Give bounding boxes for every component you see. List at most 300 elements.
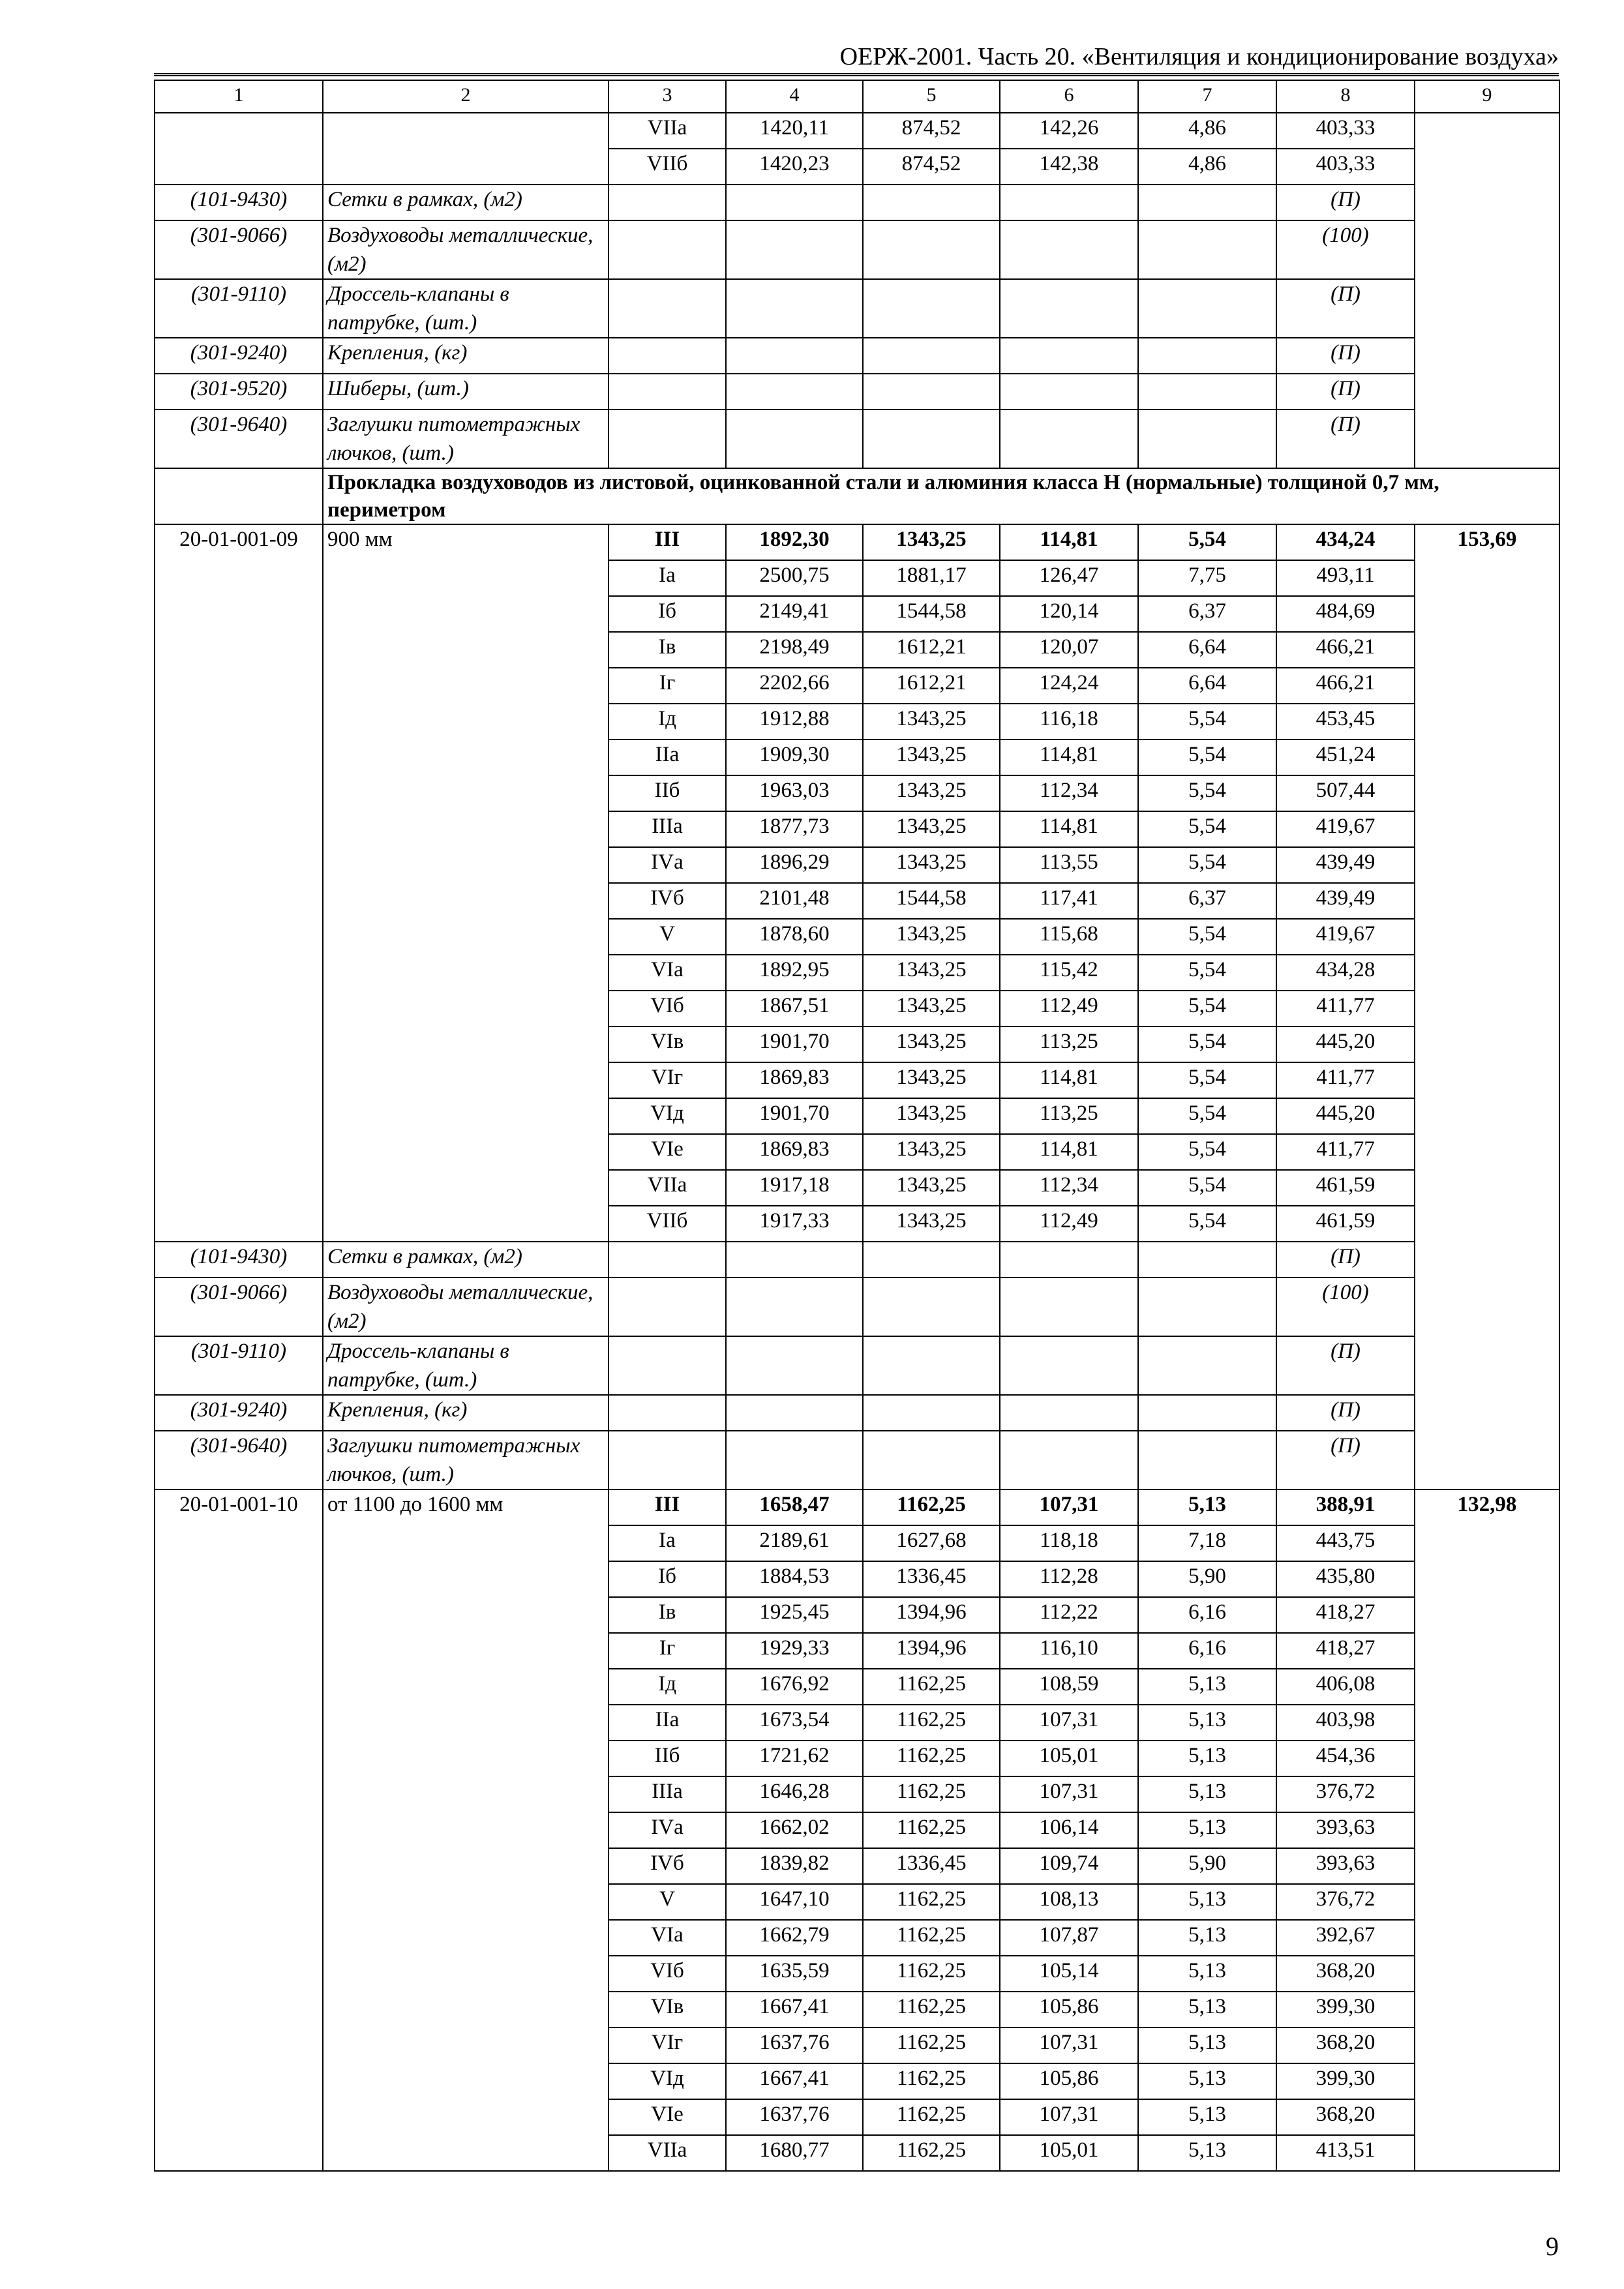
zone-cell: VIIа: [609, 1170, 726, 1206]
value-cell-8: 451,24: [1276, 740, 1415, 775]
value-cell-8: 403,33: [1276, 149, 1415, 185]
material-qty: (П): [1276, 279, 1415, 338]
value-cell-5: 1162,25: [863, 1705, 1000, 1741]
value-cell-5: 1343,25: [863, 1026, 1000, 1062]
value-cell-6: 112,28: [1000, 1561, 1138, 1597]
value-cell-4: 2198,49: [726, 632, 863, 668]
value-cell-7: 5,54: [1138, 704, 1276, 740]
value-cell-4: 1901,70: [726, 1026, 863, 1062]
col9-value: 132,98: [1415, 1489, 1559, 2171]
value-cell-6: 115,42: [1000, 955, 1138, 991]
value-cell-5: 1336,45: [863, 1561, 1000, 1597]
empty-cell: [726, 1242, 863, 1278]
value-cell-4: 1963,03: [726, 775, 863, 811]
value-cell-4: 1925,45: [726, 1597, 863, 1633]
empty-cell: [726, 410, 863, 468]
value-cell-8: 376,72: [1276, 1884, 1415, 1920]
value-cell-4: 1869,83: [726, 1062, 863, 1098]
value-cell-5: 1544,58: [863, 883, 1000, 919]
value-cell-7: 5,54: [1138, 811, 1276, 847]
zone-cell: VIIа: [609, 2135, 726, 2171]
empty-cell: [609, 410, 726, 468]
empty-cell: [1138, 185, 1276, 220]
value-cell-7: 5,13: [1138, 1776, 1276, 1812]
value-cell-8: 484,69: [1276, 596, 1415, 632]
value-cell-7: 5,13: [1138, 1705, 1276, 1741]
zone-cell: Iб: [609, 1561, 726, 1597]
value-cell-6: 105,14: [1000, 1956, 1138, 1992]
value-cell-6: 108,13: [1000, 1884, 1138, 1920]
empty-cell: [726, 185, 863, 220]
value-cell-4: 1635,59: [726, 1956, 863, 1992]
empty-cell: [155, 468, 323, 524]
value-cell-6: 114,81: [1000, 1062, 1138, 1098]
value-cell-4: 1420,23: [726, 149, 863, 185]
value-cell-5: 1162,25: [863, 2063, 1000, 2099]
code-cell: [155, 113, 323, 185]
value-cell-7: 5,54: [1138, 1134, 1276, 1170]
header-rule: [154, 73, 1559, 76]
empty-cell: [1000, 338, 1138, 374]
value-cell-5: 874,52: [863, 149, 1000, 185]
material-code: (101-9430): [155, 1242, 323, 1278]
empty-cell: [609, 279, 726, 338]
value-cell-5: 1394,96: [863, 1597, 1000, 1633]
zone-cell: V: [609, 1884, 726, 1920]
zone-cell: III: [609, 1489, 726, 1525]
value-cell-4: 2149,41: [726, 596, 863, 632]
zone-cell: Iа: [609, 560, 726, 596]
value-cell-5: 1343,25: [863, 991, 1000, 1026]
empty-cell: [1000, 185, 1138, 220]
value-cell-4: 1658,47: [726, 1489, 863, 1525]
value-cell-4: 1646,28: [726, 1776, 863, 1812]
material-name: Воздуховоды металлические, (м2): [323, 220, 609, 279]
value-cell-4: 1901,70: [726, 1098, 863, 1134]
column-number: 3: [609, 80, 726, 113]
zone-cell: Iг: [609, 668, 726, 704]
value-cell-8: 403,33: [1276, 113, 1415, 149]
value-cell-6: 126,47: [1000, 560, 1138, 596]
value-cell-8: 388,91: [1276, 1489, 1415, 1525]
empty-cell: [863, 220, 1000, 279]
material-code: (301-9066): [155, 1278, 323, 1336]
value-cell-6: 107,31: [1000, 1705, 1138, 1741]
value-cell-5: 1162,25: [863, 1489, 1000, 1525]
material-code: (101-9430): [155, 185, 323, 220]
material-name: Дроссель-клапаны в патрубке, (шт.): [323, 279, 609, 338]
value-cell-6: 114,81: [1000, 811, 1138, 847]
value-cell-7: 5,13: [1138, 1741, 1276, 1776]
material-row: [155, 185, 1559, 220]
table-row: [155, 1489, 1559, 1525]
value-cell-7: 5,13: [1138, 2099, 1276, 2135]
zone-cell: Iд: [609, 704, 726, 740]
material-name: Воздуховоды металлические, (м2): [323, 1278, 609, 1336]
value-cell-5: 1162,25: [863, 1992, 1000, 2027]
empty-cell: [1138, 1395, 1276, 1431]
value-cell-6: 116,18: [1000, 704, 1138, 740]
material-code: (301-9640): [155, 1431, 323, 1489]
value-cell-8: 418,27: [1276, 1597, 1415, 1633]
empty-cell: [1138, 220, 1276, 279]
page-number: 9: [1546, 2232, 1559, 2261]
empty-cell: [609, 1395, 726, 1431]
empty-cell: [726, 279, 863, 338]
value-cell-5: 1394,96: [863, 1633, 1000, 1669]
value-cell-6: 109,74: [1000, 1848, 1138, 1884]
value-cell-5: 1343,25: [863, 1170, 1000, 1206]
value-cell-5: 1162,25: [863, 1812, 1000, 1848]
zone-cell: VIд: [609, 2063, 726, 2099]
material-row: [155, 374, 1559, 410]
value-cell-7: 5,13: [1138, 2027, 1276, 2063]
zone-cell: VIе: [609, 2099, 726, 2135]
zone-cell: VIб: [609, 1956, 726, 1992]
material-name: Сетки в рамках, (м2): [323, 185, 609, 220]
value-cell-5: 1343,25: [863, 847, 1000, 883]
empty-cell: [609, 185, 726, 220]
material-qty: (П): [1276, 1431, 1415, 1489]
value-cell-7: 5,54: [1138, 1026, 1276, 1062]
value-cell-7: 6,16: [1138, 1633, 1276, 1669]
zone-cell: IIIа: [609, 811, 726, 847]
zone-cell: V: [609, 919, 726, 955]
value-cell-4: 1877,73: [726, 811, 863, 847]
value-cell-7: 6,16: [1138, 1597, 1276, 1633]
value-cell-8: 411,77: [1276, 991, 1415, 1026]
value-cell-6: 118,18: [1000, 1525, 1138, 1561]
value-cell-4: 1673,54: [726, 1705, 863, 1741]
value-cell-8: 411,77: [1276, 1134, 1415, 1170]
empty-cell: [863, 1431, 1000, 1489]
zone-cell: Iг: [609, 1633, 726, 1669]
zone-cell: Iд: [609, 1669, 726, 1705]
material-row: [155, 1242, 1559, 1278]
value-cell-7: 5,54: [1138, 775, 1276, 811]
value-cell-6: 105,86: [1000, 2063, 1138, 2099]
material-row: [155, 410, 1559, 468]
value-cell-5: 1162,25: [863, 1669, 1000, 1705]
value-cell-5: 1343,25: [863, 775, 1000, 811]
empty-cell: [609, 1242, 726, 1278]
value-cell-4: 1676,92: [726, 1669, 863, 1705]
value-cell-4: 1929,33: [726, 1633, 863, 1669]
value-cell-7: 5,13: [1138, 1812, 1276, 1848]
value-cell-4: 1917,18: [726, 1170, 863, 1206]
value-cell-4: 2101,48: [726, 883, 863, 919]
value-cell-6: 106,14: [1000, 1812, 1138, 1848]
empty-cell: [863, 1242, 1000, 1278]
value-cell-4: 1662,02: [726, 1812, 863, 1848]
column-number: 6: [1000, 80, 1138, 113]
zone-cell: Iв: [609, 1597, 726, 1633]
value-cell-4: 2202,66: [726, 668, 863, 704]
material-code: (301-9240): [155, 338, 323, 374]
value-cell-7: 5,13: [1138, 2063, 1276, 2099]
value-cell-5: 1612,21: [863, 632, 1000, 668]
empty-cell: [1000, 1242, 1138, 1278]
value-cell-5: 1162,25: [863, 2027, 1000, 2063]
zone-cell: IIIа: [609, 1776, 726, 1812]
zone-cell: VIа: [609, 955, 726, 991]
zone-cell: VIIб: [609, 149, 726, 185]
empty-cell: [609, 374, 726, 410]
material-code: (301-9520): [155, 374, 323, 410]
empty-cell: [609, 1336, 726, 1395]
value-cell-5: 1162,25: [863, 1956, 1000, 1992]
value-cell-7: 6,64: [1138, 668, 1276, 704]
value-cell-5: 1612,21: [863, 668, 1000, 704]
empty-cell: [1138, 1431, 1276, 1489]
material-qty: (П): [1276, 338, 1415, 374]
zone-cell: VIв: [609, 1992, 726, 2027]
value-cell-8: 507,44: [1276, 775, 1415, 811]
empty-cell: [726, 1431, 863, 1489]
column-number-row: [155, 80, 1559, 113]
value-cell-6: 112,34: [1000, 775, 1138, 811]
zone-cell: IIа: [609, 1705, 726, 1741]
value-cell-6: 113,55: [1000, 847, 1138, 883]
value-cell-5: 1162,25: [863, 1920, 1000, 1956]
zone-cell: VIа: [609, 1920, 726, 1956]
value-cell-4: 1896,29: [726, 847, 863, 883]
material-qty: (П): [1276, 185, 1415, 220]
material-qty: (100): [1276, 1278, 1415, 1336]
zone-cell: VIг: [609, 2027, 726, 2063]
value-cell-8: 445,20: [1276, 1026, 1415, 1062]
empty-cell: [1000, 1278, 1138, 1336]
value-cell-8: 376,72: [1276, 1776, 1415, 1812]
empty-cell: [1000, 374, 1138, 410]
value-cell-6: 116,10: [1000, 1633, 1138, 1669]
empty-cell: [726, 374, 863, 410]
value-cell-4: 2500,75: [726, 560, 863, 596]
value-cell-8: 454,36: [1276, 1741, 1415, 1776]
value-cell-7: 5,13: [1138, 1669, 1276, 1705]
value-cell-4: 1667,41: [726, 2063, 863, 2099]
value-cell-6: 107,31: [1000, 2027, 1138, 2063]
material-code: (301-9066): [155, 220, 323, 279]
empty-cell: [1138, 279, 1276, 338]
value-cell-6: 117,41: [1000, 883, 1138, 919]
material-row: [155, 338, 1559, 374]
value-cell-4: 1839,82: [726, 1848, 863, 1884]
value-cell-6: 105,86: [1000, 1992, 1138, 2027]
material-row: [155, 220, 1559, 279]
value-cell-7: 5,13: [1138, 2135, 1276, 2171]
column-number: 2: [323, 80, 609, 113]
section-title: Прокладка воздуховодов из листовой, оцинкованной стали и алюминия класса Н (нормальные) толщиной 0,7 мм, периметром: [323, 468, 1559, 524]
value-cell-7: 7,75: [1138, 560, 1276, 596]
empty-cell: [726, 1278, 863, 1336]
value-cell-8: 439,49: [1276, 847, 1415, 883]
value-cell-7: 4,86: [1138, 113, 1276, 149]
value-cell-7: 5,54: [1138, 1062, 1276, 1098]
table-row: [155, 524, 1559, 560]
page-header: ОЕРЖ-2001. Часть 20. «Вентиляция и кондиционирование воздуха»: [839, 43, 1559, 70]
empty-cell: [726, 220, 863, 279]
material-name: Дроссель-клапаны в патрубке, (шт.): [323, 1336, 609, 1395]
value-cell-7: 6,37: [1138, 596, 1276, 632]
value-cell-6: 115,68: [1000, 919, 1138, 955]
value-cell-5: 1343,25: [863, 704, 1000, 740]
empty-cell: [863, 185, 1000, 220]
empty-cell: [1000, 1431, 1138, 1489]
empty-cell: [863, 1395, 1000, 1431]
material-qty: (П): [1276, 1336, 1415, 1395]
zone-cell: IVа: [609, 1812, 726, 1848]
empty-cell: [1138, 374, 1276, 410]
value-cell-8: 419,67: [1276, 919, 1415, 955]
material-name: Крепления, (кг): [323, 338, 609, 374]
value-cell-7: 5,54: [1138, 955, 1276, 991]
material-row: [155, 1395, 1559, 1431]
empty-cell: [863, 1278, 1000, 1336]
value-cell-4: 1884,53: [726, 1561, 863, 1597]
zone-cell: Iа: [609, 1525, 726, 1561]
value-cell-4: 1909,30: [726, 740, 863, 775]
zone-cell: Iб: [609, 596, 726, 632]
value-cell-4: 2189,61: [726, 1525, 863, 1561]
value-cell-5: 1881,17: [863, 560, 1000, 596]
value-cell-6: 107,31: [1000, 1776, 1138, 1812]
zone-cell: VIе: [609, 1134, 726, 1170]
empty-cell: [1138, 338, 1276, 374]
zone-cell: IVб: [609, 883, 726, 919]
value-cell-8: 403,98: [1276, 1705, 1415, 1741]
empty-cell: [863, 279, 1000, 338]
material-name: Заглушки питометражных лючков, (шт.): [323, 410, 609, 468]
value-cell-8: 435,80: [1276, 1561, 1415, 1597]
zone-cell: VIIа: [609, 113, 726, 149]
value-cell-5: 1343,25: [863, 740, 1000, 775]
value-cell-7: 5,13: [1138, 1884, 1276, 1920]
norm-name: 900 мм: [323, 524, 609, 1242]
empty-cell: [863, 410, 1000, 468]
value-cell-5: 1343,25: [863, 1062, 1000, 1098]
material-row: [155, 1336, 1559, 1395]
value-cell-7: 5,54: [1138, 524, 1276, 560]
value-cell-8: 393,63: [1276, 1848, 1415, 1884]
value-cell-5: 874,52: [863, 113, 1000, 149]
material-qty: (100): [1276, 220, 1415, 279]
value-cell-6: 105,01: [1000, 2135, 1138, 2171]
value-cell-8: 461,59: [1276, 1206, 1415, 1242]
material-name: Шиберы, (шт.): [323, 374, 609, 410]
zone-cell: IIа: [609, 740, 726, 775]
zone-cell: IIб: [609, 1741, 726, 1776]
value-cell-7: 6,37: [1138, 883, 1276, 919]
value-cell-6: 113,25: [1000, 1026, 1138, 1062]
col9-value: 153,69: [1415, 524, 1559, 1489]
value-cell-6: 120,07: [1000, 632, 1138, 668]
value-cell-8: 445,20: [1276, 1098, 1415, 1134]
value-cell-7: 5,13: [1138, 1956, 1276, 1992]
value-cell-8: 493,11: [1276, 560, 1415, 596]
value-cell-6: 120,14: [1000, 596, 1138, 632]
empty-cell: [1138, 1242, 1276, 1278]
value-cell-8: 434,24: [1276, 524, 1415, 560]
empty-cell: [609, 1431, 726, 1489]
column-number: 1: [155, 80, 323, 113]
value-cell-6: 142,26: [1000, 113, 1138, 149]
value-cell-8: 413,51: [1276, 2135, 1415, 2171]
value-cell-5: 1544,58: [863, 596, 1000, 632]
value-cell-6: 107,31: [1000, 1489, 1138, 1525]
zone-cell: IVб: [609, 1848, 726, 1884]
material-name: Сетки в рамках, (м2): [323, 1242, 609, 1278]
material-qty: (П): [1276, 1395, 1415, 1431]
empty-cell: [609, 1278, 726, 1336]
value-cell-7: 5,13: [1138, 1920, 1276, 1956]
zone-cell: VIIб: [609, 1206, 726, 1242]
value-cell-6: 124,24: [1000, 668, 1138, 704]
value-cell-4: 1647,10: [726, 1884, 863, 1920]
value-cell-8: 393,63: [1276, 1812, 1415, 1848]
zone-cell: IIб: [609, 775, 726, 811]
value-cell-8: 419,67: [1276, 811, 1415, 847]
value-cell-8: 466,21: [1276, 668, 1415, 704]
table-row: [155, 113, 1559, 149]
value-cell-5: 1343,25: [863, 1134, 1000, 1170]
value-cell-6: 112,22: [1000, 1597, 1138, 1633]
value-cell-6: 108,59: [1000, 1669, 1138, 1705]
value-cell-6: 107,31: [1000, 2099, 1138, 2135]
value-cell-5: 1627,68: [863, 1525, 1000, 1561]
value-cell-6: 107,87: [1000, 1920, 1138, 1956]
value-cell-5: 1162,25: [863, 1776, 1000, 1812]
empty-cell: [863, 374, 1000, 410]
value-cell-4: 1721,62: [726, 1741, 863, 1776]
value-cell-7: 5,54: [1138, 740, 1276, 775]
value-cell-8: 406,08: [1276, 1669, 1415, 1705]
value-cell-5: 1162,25: [863, 2099, 1000, 2135]
empty-cell: [1000, 1395, 1138, 1431]
material-name: Крепления, (кг): [323, 1395, 609, 1431]
value-cell-4: 1637,76: [726, 2099, 863, 2135]
empty-cell: [1000, 220, 1138, 279]
value-cell-6: 114,81: [1000, 740, 1138, 775]
value-cell-6: 114,81: [1000, 1134, 1138, 1170]
value-cell-6: 113,25: [1000, 1098, 1138, 1134]
value-cell-8: 392,67: [1276, 1920, 1415, 1956]
value-cell-8: 461,59: [1276, 1170, 1415, 1206]
value-cell-7: 5,13: [1138, 1489, 1276, 1525]
material-row: [155, 279, 1559, 338]
zone-cell: VIб: [609, 991, 726, 1026]
value-cell-6: 112,49: [1000, 991, 1138, 1026]
norm-name: от 1100 до 1600 мм: [323, 1489, 609, 2171]
value-cell-4: 1867,51: [726, 991, 863, 1026]
value-cell-4: 1637,76: [726, 2027, 863, 2063]
value-cell-4: 1878,60: [726, 919, 863, 955]
value-cell-4: 1662,79: [726, 1920, 863, 1956]
value-cell-6: 112,49: [1000, 1206, 1138, 1242]
value-cell-4: 1912,88: [726, 704, 863, 740]
value-cell-5: 1343,25: [863, 811, 1000, 847]
value-cell-4: 1680,77: [726, 2135, 863, 2171]
value-cell-7: 5,90: [1138, 1848, 1276, 1884]
zone-cell: VIг: [609, 1062, 726, 1098]
material-qty: (П): [1276, 374, 1415, 410]
value-cell-4: 1869,83: [726, 1134, 863, 1170]
empty-cell: [609, 338, 726, 374]
empty-cell: [1000, 410, 1138, 468]
value-cell-4: 1892,30: [726, 524, 863, 560]
value-cell-4: 1892,95: [726, 955, 863, 991]
value-cell-5: 1162,25: [863, 2135, 1000, 2171]
